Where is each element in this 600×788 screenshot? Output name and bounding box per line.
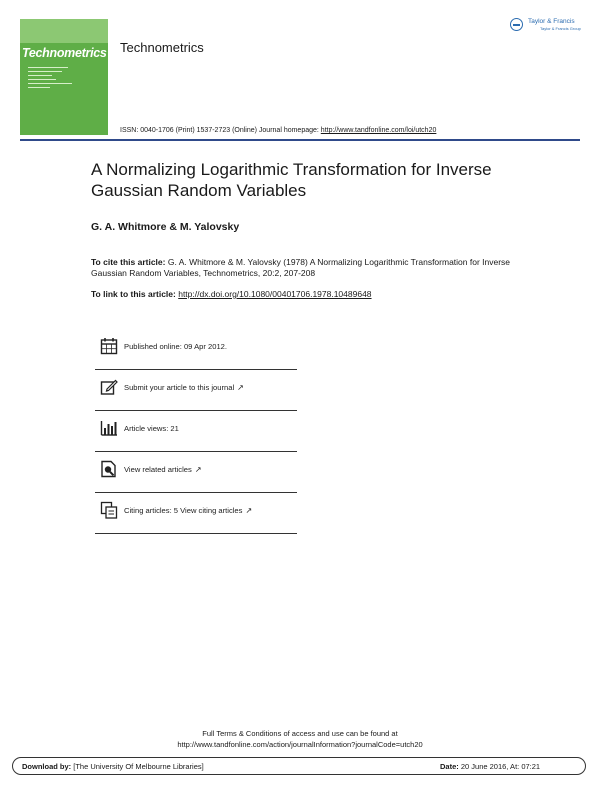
info-row-published	[95, 329, 297, 370]
external-link-icon: ↗	[194, 465, 202, 474]
info-row-label: Published online: 09 Apr 2012.	[124, 342, 228, 351]
publisher-logo-icon	[510, 18, 523, 31]
citing-articles-link[interactable]	[124, 506, 252, 515]
issn-line	[120, 127, 436, 134]
article-link-line	[91, 289, 372, 299]
journal-title[interactable]: Technometrics	[120, 40, 204, 55]
info-row-label: View related articles	[124, 465, 192, 474]
edit-icon	[100, 378, 118, 396]
publisher-logo[interactable]	[510, 17, 582, 37]
link-label: To link to this article:	[91, 289, 179, 299]
calendar-icon	[100, 337, 118, 355]
info-row-submit[interactable]	[95, 370, 297, 411]
article-info-list	[95, 329, 297, 534]
publisher-sub: Taylor & Francis Group	[540, 26, 581, 31]
cite-text: G. A. Whitmore & M. Yalovsky (1978) A Normalizing Logarithmic Transformation for Inverse Gaussian Random Variables, Technometrics, 20:2, 207-208	[91, 257, 511, 278]
download-by-label: Download by:	[22, 762, 72, 771]
search-doc-icon	[100, 460, 118, 478]
info-row-label: Article views: 21	[124, 424, 179, 433]
journal-cover-image	[20, 19, 108, 135]
info-row-views	[95, 411, 297, 452]
article-authors: G. A. Whitmore & M. Yalovsky	[91, 221, 240, 233]
info-row-related[interactable]	[95, 452, 297, 493]
citing-icon	[100, 501, 118, 519]
publisher-name: Taylor & Francis	[528, 18, 575, 25]
download-by	[22, 762, 204, 771]
terms-url[interactable]: http://www.tandfonline.com/action/journalInformation?journalCode=utch20	[177, 740, 423, 749]
bar-chart-icon	[100, 419, 118, 437]
cover-subtitle-lines	[28, 67, 88, 91]
citation-block	[91, 257, 521, 279]
terms-block	[0, 728, 600, 750]
cite-label: To cite this article:	[91, 257, 166, 267]
info-row-citing[interactable]	[95, 493, 297, 534]
header-divider	[20, 139, 580, 141]
info-row-label: Submit your article to this journal	[124, 383, 235, 392]
download-by-value: [The University Of Melbourne Libraries]	[71, 762, 204, 771]
cover-top-strip	[20, 19, 108, 43]
issn-text: ISSN: 0040-1706 (Print) 1537-2723 (Online) Journal homepage:	[120, 127, 321, 134]
info-row-label: Citing articles: 5 View citing articles	[124, 506, 243, 515]
doi-link[interactable]: http://dx.doi.org/10.1080/00401706.1978.10489648	[178, 289, 372, 299]
download-date-value: 20 June 2016, At: 07:21	[458, 762, 541, 771]
submit-article-link[interactable]	[124, 383, 244, 392]
related-articles-link[interactable]	[124, 465, 202, 474]
cover-title: Technometrics	[22, 46, 107, 60]
download-date	[440, 762, 540, 771]
journal-homepage-link[interactable]: http://www.tandfonline.com/loi/utch20	[320, 127, 437, 134]
external-link-icon: ↗	[237, 383, 244, 392]
terms-line-1: Full Terms & Conditions of access and use can be found at	[202, 729, 398, 738]
download-date-label: Date:	[440, 762, 459, 771]
article-title: A Normalizing Logarithmic Transformation for Inverse Gaussian Random Variables	[91, 160, 492, 200]
external-link-icon: ↗	[245, 506, 253, 515]
